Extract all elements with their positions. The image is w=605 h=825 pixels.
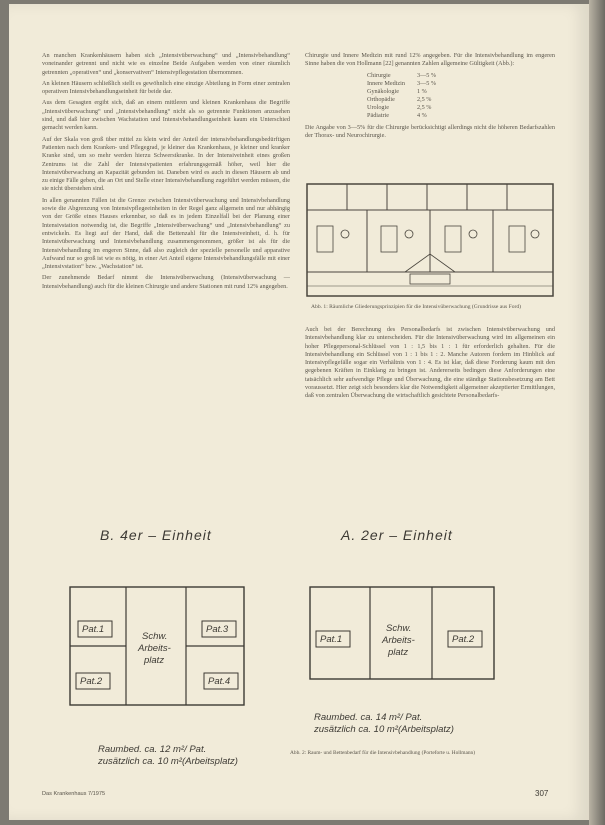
figure-2-caption: Abb. 2: Raum- und Bettenbedarf für die Intensivbehandlung (Porteforte u. Hollmann) [290, 750, 476, 756]
paragraph: An manchen Krankenhäusern haben sich „Intensivüberwachung“ und „Intensivbehandlung“ voneinander getrennt und nicht wie es einzelne Beide Aufgaben werden von einer räumlich getrennten „operativen“ und „konservativen“ Intensivpflegestation übernommen. [42, 52, 290, 76]
left-text-column [42, 52, 290, 294]
plan-b-floorplan [68, 585, 248, 710]
patient-3-label: Pat.3 [206, 624, 229, 635]
paragraph: Der zunehmende Bedarf nimmt die Intensivüberwachung (Intensivüberwachung — Intensivbehandlung) auch für die kleinen Chirurgie und andere Stationen mit rund 12% angegeben. [42, 274, 290, 290]
table-row [367, 72, 448, 80]
paragraph: Aus dem Gesagten ergibt sich, daß an einem mittleren und kleinen Krankenhaus die Begriffe „Intensivüberwachung“ und „Intensivbehandlung“ nicht als so getrennte Funktionen anzusehen sind, und daß hier zwischen Wachstation und Intensivbehandlungseinheit kaum ein Unterschied gemacht werden kann. [42, 99, 290, 132]
dept-cell: Urologie [367, 103, 389, 111]
right-text-column [305, 52, 555, 143]
raum-line: zusätzlich ca. 10 m²(Arbeitsplatz) [314, 724, 454, 735]
department-stats-table [367, 72, 448, 120]
raum-line: Raumbed. ca. 14 m²/ Pat. [314, 712, 423, 723]
dept-cell: Chirurgie [367, 71, 391, 79]
plan-b-room-requirement [98, 744, 238, 768]
patient-2-label: Pat.2 [452, 634, 475, 645]
nurse-station-label: Arbeits- [382, 635, 415, 646]
pct-cell: 3—5 % [416, 71, 437, 79]
table-row [367, 80, 448, 88]
nurse-station-label: Schw. [142, 631, 168, 642]
patient-1-label: Pat.1 [320, 634, 343, 645]
table-row [367, 96, 448, 104]
dept-cell: Pädiatrie [367, 111, 389, 119]
table-row [367, 88, 448, 96]
right-text-column-lower [305, 326, 555, 401]
patient-4-label: Pat.4 [208, 676, 231, 687]
page-edge-shadow [589, 0, 605, 825]
raum-line: Raumbed. ca. 12 m²/ Pat. [98, 744, 207, 755]
paragraph: Auch bei der Berechnung des Personalbedarfs ist zwischen Intensivüberwachung und Intensivbehandlung klar zu unterscheiden. Für die Intensivüberwachung wird im allgemeinen ein hoher Pflegepersonal-Schlüssel von 1 : 1,5 bis 1 : 1 für erforderlich gehalten. Für die Intensivbehandlung ein Schlüssel von 1 : 1 bis 1 : 2. Manche Autoren fordern im Hinblick auf Intensivpflegefälle sogar ein Verhältnis von 1 : 4. Es ist klar, daß diese Forderung kaum mit den gegebenen Kräften in Einklang zu bringen ist. Andererseits bedingen diese Anforderungen eine tatsächlich sehr aufwendige Pflege und Überwachung, die eine ständige Stationsbesetzung am Bett voraussetzt. Hier zeigt sich besonders klar die Notwendigkeit allgemeiner akzeptierter Ermittlungen, daß von zentralen Überwachung die wirtschaftlich gesichtete Personalbedarfs- [305, 326, 555, 400]
nurse-station-label: platz [388, 647, 409, 658]
dept-cell: Orthopädie [367, 95, 395, 103]
dept-cell: Gynäkologie [367, 87, 399, 95]
patient-2-label: Pat.2 [80, 676, 103, 687]
paragraph: An kleinen Häusern schließlich stellt es gewöhnlich eine einzige Abteilung in Form einer zentralen operativen Intensivbehandlungseinheit für beide dar. [42, 79, 290, 96]
nurse-station-label: platz [144, 655, 165, 666]
paragraph: Auf der Skala von groß über mittel zu klein wird der Anteil der intensivbehandlungsbedürftigen Patienten nach dem Kranken- und Pflegegrad, je kleiner das Krankenhaus, je kleiner und kranker Kranke sind, um so mehr werden hierzu Schwerstkranke. In der Intensiveinheit eines großen Zentrums ist die Zahl der Intensivpatienten erfahrungsgemäß höher, weil hier die Intensivüberwachung an Kapazität gebunden ist. Daneben wird es auch in diesen Häusern ab und zu einige Fälle geben, die an Ort und Stelle einer Intensivbehandlung zugeführt werden müssen, die sie nicht überstehen sind. [42, 135, 290, 193]
plan-b-title: B. 4er – Einheit [100, 527, 212, 543]
pct-cell: 2,5 % [416, 95, 432, 103]
ward-floorplan-drawing [305, 182, 555, 302]
paragraph: In allen genannten Fällen ist die Grenze zwischen Intensivüberwachung und Intensivbehandlung sowie die Abgrenzung von Intensivpflegeeinheiten in der Regel ganz allgemein und nur abhängig von der Größe eines Hauses erkennbar, so daß es in jedem Einzelfall bei der Planung einer Intensivstation notwendig ist, die Begriffe „Intensivüberwachung“ und „Intensivbehandlung“ zu entwickeln. Es liegt auf der Hand, daß die Bettenzahl für die Intensiveinheit, d. h. für Intensivüberwachung und Intensivbehandlung zusammengenommen, größer ist als für die Intensivbehandlung im engeren Sinne, daß also zugleich der spezielle personelle und apparative Aufwand nur so groß ist wie es nötig, in einer Art Anteil eigene Intensivbehandlungsfälle mit einer „Intensivstation“ bzw. „Wachstation“ ist. [42, 196, 290, 271]
table-row [367, 112, 448, 120]
plan-a-room-requirement [314, 712, 454, 736]
raum-line: zusätzlich ca. 10 m²(Arbeitsplatz) [98, 756, 238, 767]
pct-cell: 1 % [416, 87, 427, 95]
paragraph: Chirurgie und Innere Medizin mit rund 12% angegeben. Für die Intensivbehandlung im engeren Sinne haben die von Hollmann [22] genannten Zahlen allgemeine Gültigkeit (Abb.): [305, 52, 555, 68]
nurse-station-label: Schw. [386, 623, 412, 634]
journal-footer: Das Krankenhaus 7/1975 [42, 791, 106, 797]
patient-1-label: Pat.1 [82, 624, 105, 635]
dept-cell: Innere Medizin [367, 79, 405, 87]
pct-cell: 3—5 % [416, 79, 437, 87]
figure-1-caption: Abb. 1: Räumliche Gliederungsprinzipien für die Intensivüberwachung (Grundrisse aus Ford) [311, 304, 522, 310]
pct-cell: 4 % [416, 111, 427, 119]
table-row [367, 104, 448, 112]
paragraph: Die Angabe von 3—5% für die Chirurgie berücksichtigt allerdings nicht die höheren Bedarfszahlen der Thorax- und Neurochirurgie. [305, 123, 555, 139]
plan-a-floorplan [308, 585, 498, 685]
nurse-station-label: Arbeits- [138, 643, 171, 654]
page-number: 307 [535, 789, 549, 798]
plan-a-title: A. 2er – Einheit [341, 527, 453, 543]
pct-cell: 2,5 % [416, 103, 432, 111]
figure-1 [305, 182, 555, 311]
